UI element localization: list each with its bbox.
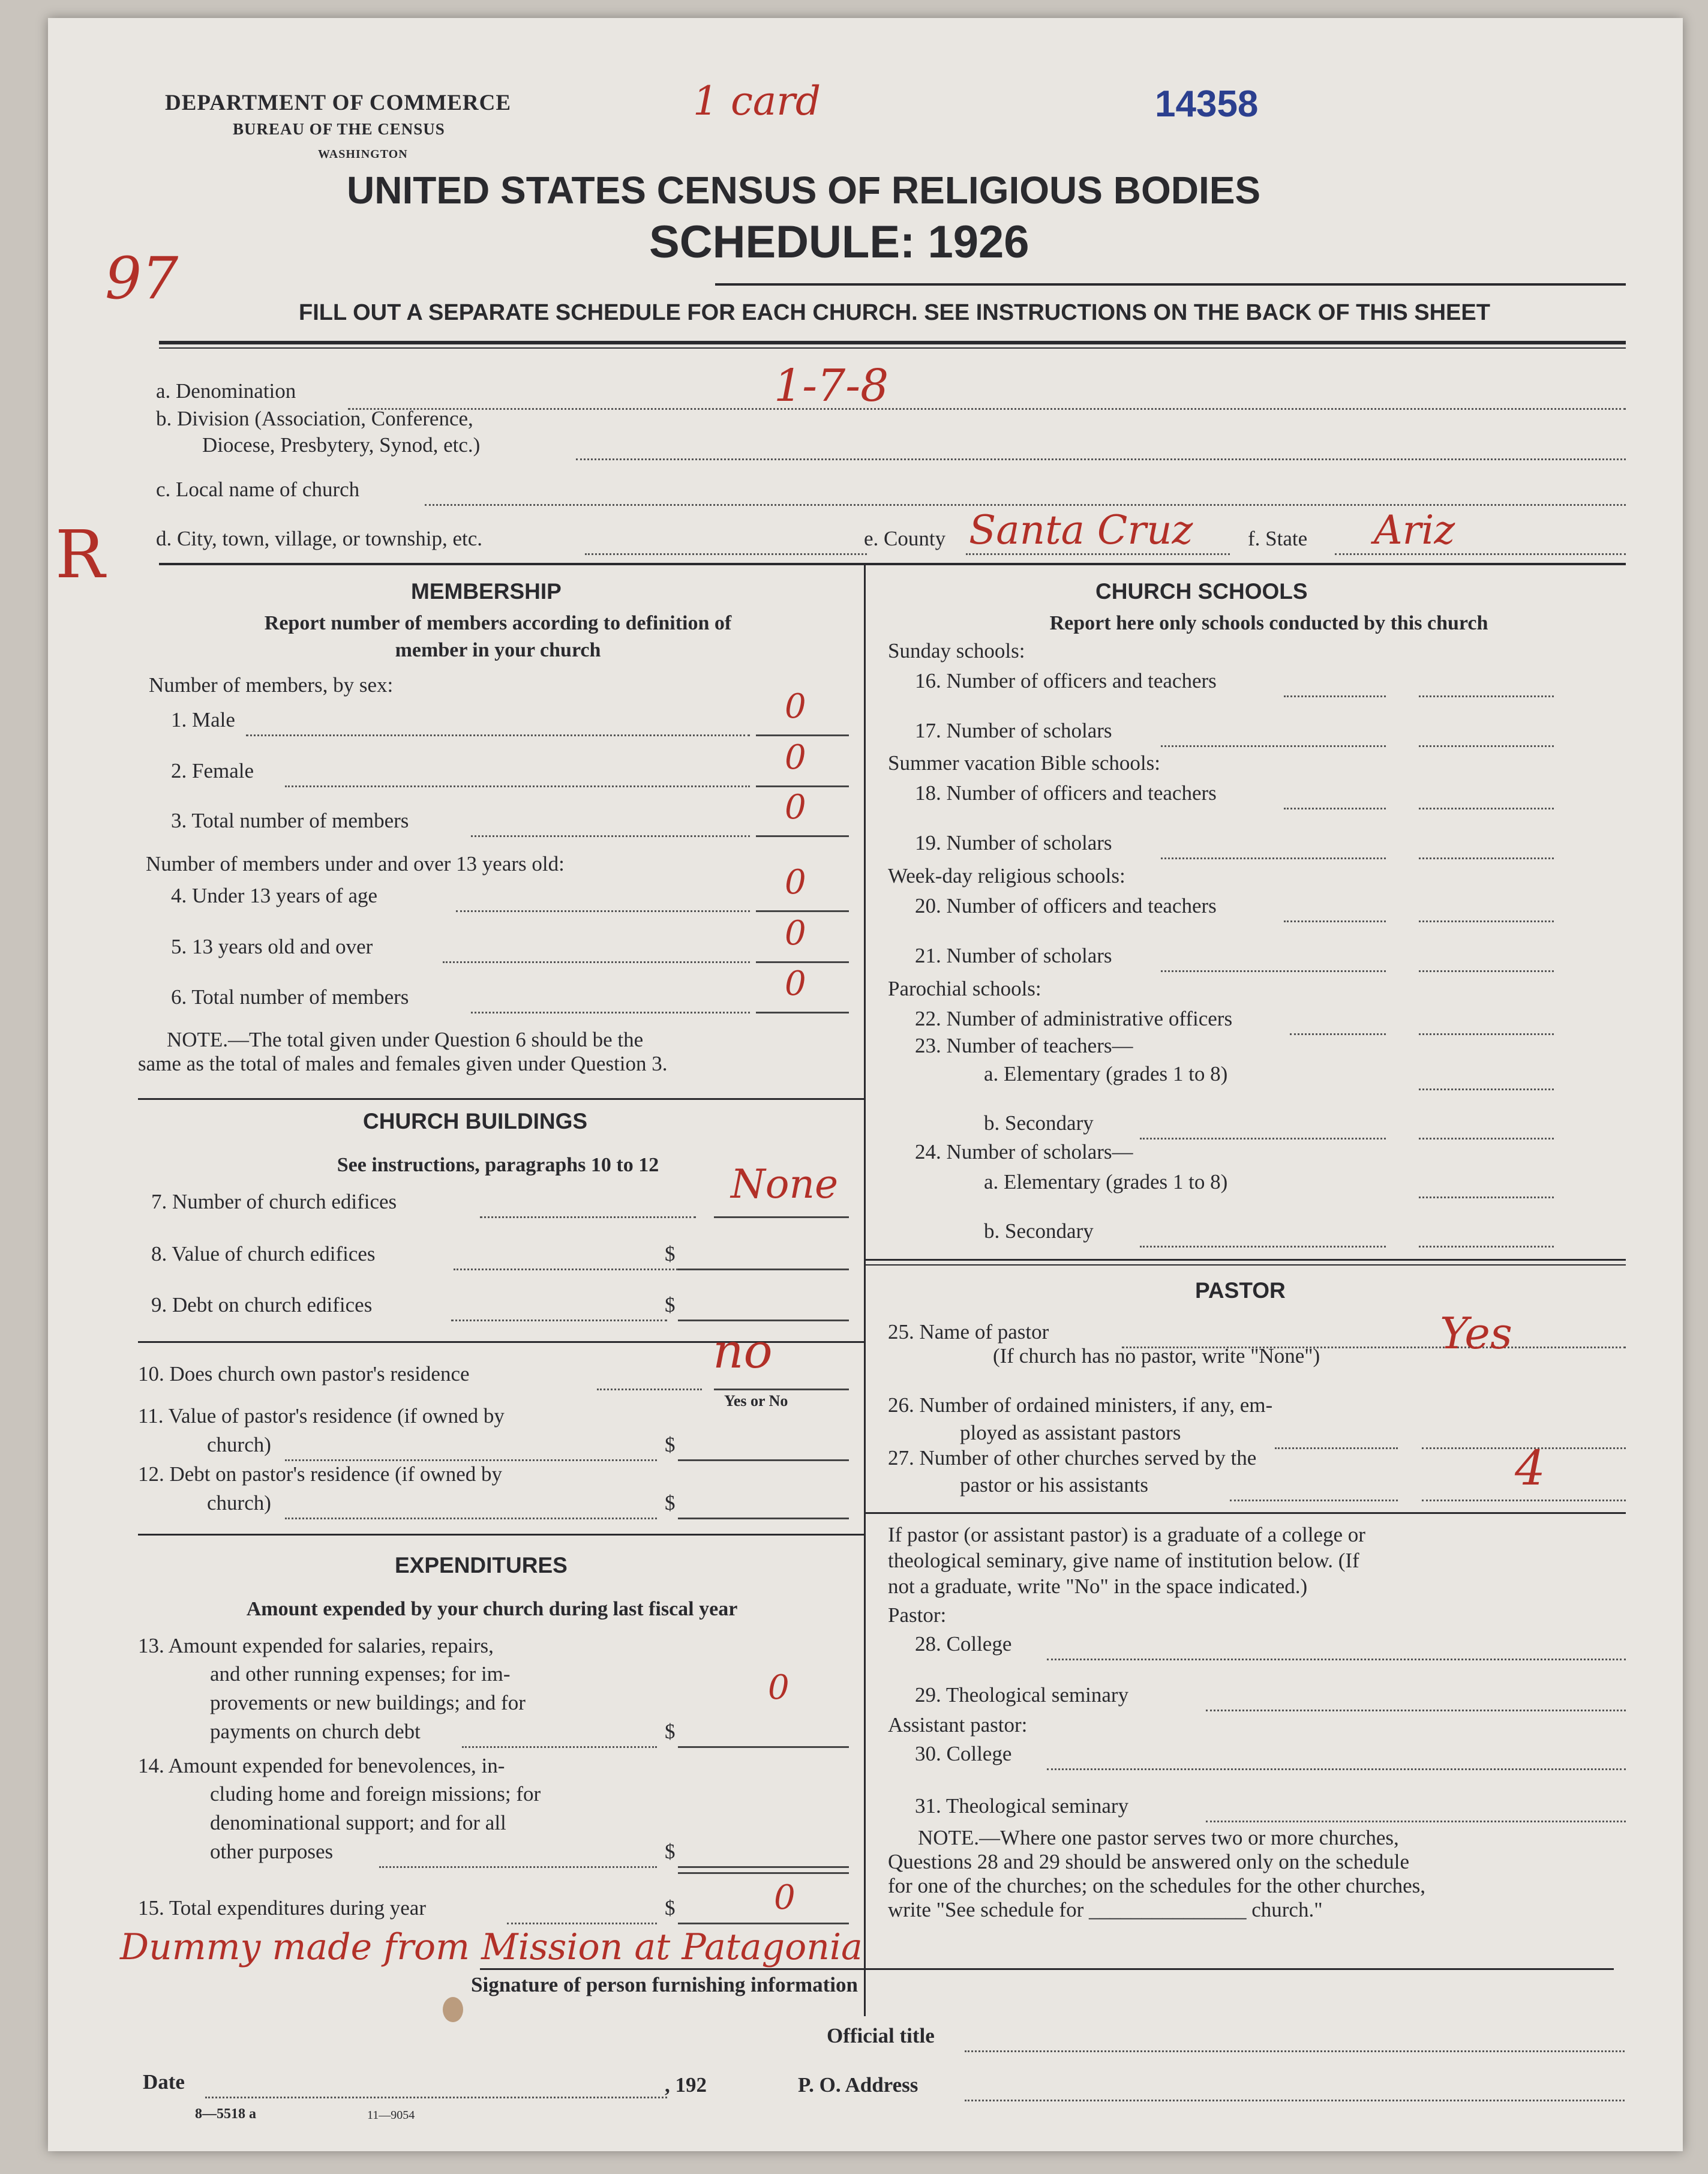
membership-sub-2: member in your church xyxy=(395,639,601,661)
q10-residence-answer[interactable] xyxy=(714,1389,849,1390)
q23a-answer[interactable] xyxy=(1419,1089,1554,1090)
city-field[interactable] xyxy=(585,553,867,555)
q23b-leader xyxy=(1140,1138,1386,1140)
q14-benevolences-label-3: denominational support; and for all xyxy=(210,1811,506,1834)
ink-stain xyxy=(443,1997,463,2022)
schools-rule-2 xyxy=(865,1264,1626,1266)
department-name: DEPARTMENT OF COMMERCE xyxy=(165,91,512,115)
q2-leader xyxy=(285,785,750,787)
q19-label: 19. Number of scholars xyxy=(915,831,1112,854)
q27-other-churches-label: 27. Number of other churches served by the xyxy=(888,1446,1257,1470)
pastor-rule xyxy=(865,1512,1626,1514)
q24a-answer[interactable] xyxy=(1419,1197,1554,1198)
card-count-note: 1 card xyxy=(693,78,821,124)
q20-answer[interactable] xyxy=(1419,920,1554,922)
q5-over13-value: 0 xyxy=(785,914,806,953)
q26-assistants-label-2: ployed as assistant pastors xyxy=(960,1421,1181,1444)
q12-residence-debt-label: 12. Debt on pastor's residence (if owned by xyxy=(138,1462,502,1486)
separate-schedule-instructions: FILL OUT A SEPARATE SCHEDULE FOR EACH CHURCH. SEE INSTRUCTIONS ON THE BACK OF THIS SHEET xyxy=(299,300,1490,325)
q27-other-churches-answer[interactable] xyxy=(1422,1500,1626,1501)
q13-salaries-label-3: provements or new buildings; and for xyxy=(210,1691,526,1714)
q15-total-answer[interactable] xyxy=(678,1923,849,1924)
census-schedule-sheet xyxy=(48,18,1683,2151)
q11-leader xyxy=(285,1459,657,1461)
q13-salaries-label-2: and other running expenses; for im- xyxy=(210,1662,511,1686)
q2-female-answer[interactable] xyxy=(756,785,849,787)
q6-total-label: 6. Total number of members xyxy=(171,985,409,1009)
q22-answer[interactable] xyxy=(1419,1033,1554,1035)
q18-label: 18. Number of officers and teachers xyxy=(915,781,1217,805)
q12-residence-debt-answer[interactable] xyxy=(678,1518,849,1519)
q15-total-label: 15. Total expenditures during year xyxy=(138,1896,426,1920)
title-rule xyxy=(715,283,1626,286)
serial-number-stamp: 14358 xyxy=(1155,83,1259,125)
q15-leader xyxy=(507,1923,657,1924)
pastor-note-3: for one of the churches; on the schedules for the other churches, xyxy=(888,1874,1426,1897)
church-buildings-heading: CHURCH BUILDINGS xyxy=(363,1109,588,1134)
q13-leader xyxy=(462,1746,657,1748)
q31-seminary-field[interactable] xyxy=(1206,1821,1626,1822)
q8-dollar-sign: $ xyxy=(665,1242,676,1266)
schools-rule xyxy=(865,1259,1626,1261)
q14-double-underline xyxy=(678,1872,849,1874)
q24a-label: a. Elementary (grades 1 to 8) xyxy=(984,1170,1228,1194)
q14-benevolences-answer[interactable] xyxy=(678,1866,849,1868)
q8-leader xyxy=(454,1269,682,1270)
q20-label: 20. Number of officers and teachers xyxy=(915,894,1217,917)
yes-no-hint: Yes or No xyxy=(724,1392,788,1410)
q23-label: 23. Number of teachers— xyxy=(915,1034,1133,1057)
membership-note-1: NOTE.—The total given under Question 6 should be the xyxy=(167,1028,644,1051)
local-name-label: c. Local name of church xyxy=(156,478,360,501)
q4-under13-answer[interactable] xyxy=(756,910,849,912)
expenditures-sub: Amount expended by your church during last fiscal year xyxy=(246,1598,738,1620)
pastor-note-4: write "See schedule for _______________ church." xyxy=(888,1898,1323,1921)
q7-leader xyxy=(480,1216,696,1218)
q13-salaries-label-4: payments on church debt xyxy=(210,1720,421,1743)
q13-salaries-label: 13. Amount expended for salaries, repairs, xyxy=(138,1634,494,1657)
q14-dollar-sign: $ xyxy=(665,1840,676,1863)
q22-label: 22. Number of administrative officers xyxy=(915,1007,1233,1030)
sunday-schools-label: Sunday schools: xyxy=(888,639,1025,662)
q16-answer[interactable] xyxy=(1419,695,1554,697)
pastor-note-1: NOTE.—Where one pastor serves two or more churches, xyxy=(918,1826,1399,1849)
q19-answer[interactable] xyxy=(1419,857,1554,859)
q24b-answer[interactable] xyxy=(1419,1246,1554,1248)
q3-total-answer[interactable] xyxy=(756,835,849,837)
church-buildings-sub: See instructions, paragraphs 10 to 12 xyxy=(337,1154,659,1176)
q8-value-label: 8. Value of church edifices xyxy=(151,1242,376,1266)
q26-leader xyxy=(1275,1447,1398,1449)
q11-residence-value-answer[interactable] xyxy=(678,1459,849,1461)
summer-schools-label: Summer vacation Bible schools: xyxy=(888,751,1160,775)
official-title-field[interactable] xyxy=(965,2050,1625,2052)
q30-college-label: 30. College xyxy=(915,1742,1012,1765)
q13-salaries-answer[interactable] xyxy=(678,1746,849,1748)
header-double-rule xyxy=(159,341,1626,344)
q4-under13-label: 4. Under 13 years of age xyxy=(171,884,378,907)
po-address-label: P. O. Address xyxy=(798,2073,918,2097)
q19-leader xyxy=(1161,857,1386,859)
q25-pastor-name-value: Yes xyxy=(1440,1308,1512,1359)
q27-leader xyxy=(1230,1500,1398,1501)
q12-leader xyxy=(285,1518,657,1519)
q14-benevolences-label-2: cluding home and foreign missions; for xyxy=(210,1782,541,1806)
state-value: Ariz xyxy=(1374,507,1455,553)
graduate-instructions-1: If pastor (or assistant pastor) is a graduate of a college or xyxy=(888,1523,1365,1546)
q11-dollar-sign: $ xyxy=(665,1433,676,1456)
q25-pastor-name-label: 25. Name of pastor xyxy=(888,1320,1049,1344)
city-label: d. City, town, village, or township, etc. xyxy=(156,527,483,550)
q4-leader xyxy=(456,910,750,912)
q13-salaries-value: 0 xyxy=(768,1668,790,1707)
q15-dollar-sign: $ xyxy=(665,1896,676,1920)
q21-leader xyxy=(1161,970,1386,972)
county-label: e. County xyxy=(864,527,946,550)
state-label: f. State xyxy=(1248,527,1308,550)
membership-rule xyxy=(138,1098,864,1100)
signature-line[interactable] xyxy=(480,1968,1614,1970)
bureau-name: BUREAU OF THE CENSUS xyxy=(233,120,445,138)
signature-label: Signature of person furnishing information xyxy=(471,1973,858,1996)
q18-answer[interactable] xyxy=(1419,808,1554,809)
membership-sub-1: Report number of members according to definition of xyxy=(264,612,732,634)
official-title-label: Official title xyxy=(827,2024,935,2047)
q17-label: 17. Number of scholars xyxy=(915,719,1112,742)
church-schools-heading: CHURCH SCHOOLS xyxy=(1095,579,1308,604)
q27-other-churches-value: 4 xyxy=(1515,1440,1545,1496)
assistant-pastor-subheading: Assistant pastor: xyxy=(888,1713,1028,1737)
q29-seminary-label: 29. Theological seminary xyxy=(915,1683,1129,1707)
q1-male-label: 1. Male xyxy=(171,708,235,731)
q7-edifices-answer[interactable] xyxy=(714,1216,849,1218)
county-value: Santa Cruz xyxy=(969,507,1193,553)
q9-leader xyxy=(451,1320,667,1321)
form-number: 8—5518 a xyxy=(195,2106,256,2122)
members-by-sex-label: Number of members, by sex: xyxy=(149,673,394,697)
pastor-subheading: Pastor: xyxy=(888,1603,947,1627)
margin-number: 97 xyxy=(105,245,179,312)
q5-over13-answer[interactable] xyxy=(756,961,849,963)
q31-seminary-label: 31. Theological seminary xyxy=(915,1794,1129,1818)
graduate-instructions-2: theological seminary, give name of institution below. (If xyxy=(888,1549,1359,1572)
q24b-leader xyxy=(1140,1246,1386,1248)
q23a-label: a. Elementary (grades 1 to 8) xyxy=(984,1062,1228,1085)
q9-dollar-sign: $ xyxy=(665,1293,676,1317)
q3-total-value: 0 xyxy=(785,788,806,827)
q8-value-answer[interactable] xyxy=(678,1269,849,1270)
q7-edifices-label: 7. Number of church edifices xyxy=(151,1190,397,1213)
q5-over13-label: 5. 13 years old and over xyxy=(171,935,373,958)
date-label: Date xyxy=(143,2070,185,2094)
q12-residence-debt-label-2: church) xyxy=(207,1491,271,1515)
q10-leader xyxy=(597,1389,702,1390)
q2-female-value: 0 xyxy=(785,738,806,777)
q11-residence-value-label: 11. Value of pastor's residence (if owned by xyxy=(138,1404,505,1428)
column-divider xyxy=(864,564,866,2016)
header-double-rule-2 xyxy=(159,347,1626,349)
q23b-label: b. Secondary xyxy=(984,1111,1094,1135)
q28-college-field[interactable] xyxy=(1047,1659,1626,1660)
q13-dollar-sign: $ xyxy=(665,1720,676,1743)
local-name-field[interactable] xyxy=(425,504,1626,506)
division-label: b. Division (Association, Conference, xyxy=(156,407,473,430)
buildings-rule xyxy=(138,1534,864,1536)
schedule-year: SCHEDULE: 1926 xyxy=(649,217,1029,268)
q24-label: 24. Number of scholars— xyxy=(915,1140,1133,1164)
county-field[interactable] xyxy=(966,553,1230,555)
q14-benevolences-label-4: other purposes xyxy=(210,1840,334,1863)
q21-label: 21. Number of scholars xyxy=(915,944,1112,967)
division-field[interactable] xyxy=(576,458,1626,460)
q1-male-value: 0 xyxy=(785,687,806,726)
church-schools-sub: Report here only schools conducted by this church xyxy=(1049,612,1488,634)
q22-leader xyxy=(1290,1033,1386,1035)
q3-total-label: 3. Total number of members xyxy=(171,809,409,832)
q27-other-churches-label-2: pastor or his assistants xyxy=(960,1473,1149,1497)
q18-leader xyxy=(1284,808,1386,809)
bureau-city: WASHINGTON xyxy=(318,148,408,161)
graduate-instructions-3: not a graduate, write "No" in the space indicated.) xyxy=(888,1575,1308,1598)
membership-note-2: same as the total of males and females given under Question 3. xyxy=(138,1052,668,1075)
parochial-schools-label: Parochial schools: xyxy=(888,977,1041,1000)
state-field[interactable] xyxy=(1335,553,1626,555)
q12-dollar-sign: $ xyxy=(665,1491,676,1515)
date-field[interactable] xyxy=(205,2097,667,2098)
q1-leader xyxy=(246,734,750,736)
members-by-age-label: Number of members under and over 13 years old: xyxy=(146,852,565,875)
q6-leader xyxy=(471,1012,750,1013)
q6-total-answer[interactable] xyxy=(756,1012,849,1013)
denomination-value: 1-7-8 xyxy=(774,360,889,412)
q1-male-answer[interactable] xyxy=(756,734,849,736)
q9-debt-answer[interactable] xyxy=(678,1320,849,1321)
margin-mark: R xyxy=(55,516,105,593)
q11-residence-value-label-2: church) xyxy=(207,1433,271,1456)
q17-answer[interactable] xyxy=(1419,745,1554,747)
q14-benevolences-label: 14. Amount expended for benevolences, in- xyxy=(138,1754,505,1777)
q3-leader xyxy=(471,835,750,837)
division-label-2: Diocese, Presbytery, Synod, etc.) xyxy=(202,433,481,457)
q14-leader xyxy=(379,1866,657,1868)
q17-leader xyxy=(1161,745,1386,747)
q24b-label: b. Secondary xyxy=(984,1219,1094,1243)
expenditures-heading: EXPENDITURES xyxy=(395,1553,568,1578)
q16-label: 16. Number of officers and teachers xyxy=(915,669,1217,692)
print-number: 11—9054 xyxy=(367,2109,415,2122)
q23b-answer[interactable] xyxy=(1419,1138,1554,1140)
po-address-field[interactable] xyxy=(965,2100,1625,2101)
q29-seminary-field[interactable] xyxy=(1206,1710,1626,1711)
identification-rule xyxy=(159,563,1626,565)
pastor-note-2: Questions 28 and 29 should be answered only on the schedule xyxy=(888,1850,1410,1873)
bottom-handwritten-note: Dummy made from Mission at Patagonia xyxy=(120,1926,863,1968)
q26-assistants-label: 26. Number of ordained ministers, if any, em- xyxy=(888,1393,1273,1417)
weekday-schools-label: Week-day religious schools: xyxy=(888,864,1125,887)
q30-college-field[interactable] xyxy=(1047,1768,1626,1770)
q16-leader xyxy=(1284,695,1386,697)
date-year-prefix: , 192 xyxy=(665,2073,707,2097)
q10-residence-value: no xyxy=(713,1323,773,1379)
q21-answer[interactable] xyxy=(1419,970,1554,972)
q2-female-label: 2. Female xyxy=(171,759,254,782)
form-title: UNITED STATES CENSUS OF RELIGIOUS BODIES xyxy=(347,169,1261,212)
q15-total-value: 0 xyxy=(774,1878,796,1917)
denomination-field[interactable] xyxy=(348,408,1626,410)
q7-edifices-value: None xyxy=(731,1161,839,1207)
q20-leader xyxy=(1284,920,1386,922)
pastor-heading: PASTOR xyxy=(1195,1278,1286,1303)
denomination-label: a. Denomination xyxy=(156,379,296,403)
q28-college-label: 28. College xyxy=(915,1632,1012,1656)
q10-residence-label: 10. Does church own pastor's residence xyxy=(138,1362,470,1386)
q9-debt-label: 9. Debt on church edifices xyxy=(151,1293,373,1317)
q6-total-value: 0 xyxy=(785,964,806,1003)
q25-pastor-note: (If church has no pastor, write "None") xyxy=(993,1344,1320,1368)
membership-heading: MEMBERSHIP xyxy=(411,579,562,604)
q5-leader xyxy=(443,961,750,963)
q4-under13-value: 0 xyxy=(785,863,806,902)
